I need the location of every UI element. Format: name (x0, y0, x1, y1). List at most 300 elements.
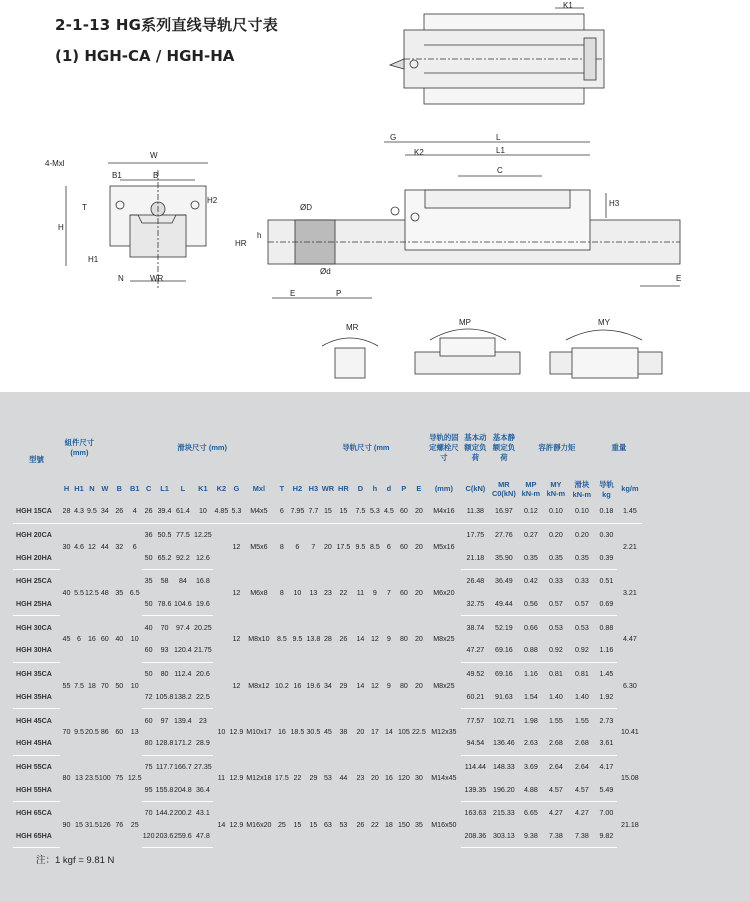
table-cell: 27.35 (194, 762, 212, 771)
table-cell: 208.36 (461, 825, 489, 848)
table-cell: 0.81 (548, 670, 563, 679)
table-cell: 0.18 (595, 500, 617, 523)
unit-header: H1 (74, 484, 84, 493)
table-cell: 26.48 (466, 577, 485, 586)
table-cell: 75 (115, 774, 124, 783)
table-cell: M8x12 (248, 681, 270, 690)
table-cell: 9.5 (355, 542, 366, 551)
spec-table (13, 418, 642, 848)
table-cell: 76 (115, 820, 124, 829)
table-cell: M8x10 (248, 635, 270, 644)
table-cell: M14x45 (431, 774, 457, 783)
unit-header: d (386, 484, 392, 493)
unit-header: 导轨 kg (598, 479, 614, 499)
table-cell: 0.88 (518, 639, 543, 662)
unit-header: L1 (160, 484, 169, 493)
page-subtitle: (1) HGH-CA / HGH-HA (55, 47, 235, 65)
table-cell: 38.74 (466, 623, 485, 632)
table-cell: 30 (62, 542, 71, 551)
table-cell: 2.63 (518, 732, 543, 755)
table-cell: 60 (144, 716, 153, 725)
table-cell: 80 (62, 774, 71, 783)
table-cell: 0.35 (568, 546, 595, 569)
table-cell: 20 (414, 635, 423, 644)
table-cell: 12 (370, 635, 379, 644)
table-cell: 4.47 (622, 635, 637, 644)
table-cell: 22 (370, 820, 379, 829)
col-rail: 导轨尺寸 (mm (342, 443, 390, 452)
table-row (13, 662, 642, 685)
table-cell: 0.92 (568, 639, 595, 662)
dim-e-left: E (290, 289, 296, 298)
table-cell: 4.57 (543, 778, 568, 801)
table-cell: 14 (356, 635, 365, 644)
table-cell: 84 (178, 577, 187, 586)
table-cell: 120 (142, 825, 156, 848)
dim-hr: HR (235, 239, 247, 248)
table-cell: 0.57 (543, 593, 568, 616)
table-cell: 28 (323, 635, 332, 644)
table-cell: 138.2 (173, 686, 192, 709)
table-cell: 13 (309, 588, 318, 597)
table-cell: 16.97 (489, 500, 518, 523)
table-cell: 2.68 (568, 732, 595, 755)
table-cell: 7.00 (599, 809, 614, 818)
table-cell: 4.5 (381, 500, 396, 523)
table-cell: M10x17 (246, 727, 272, 736)
table-cell: 12.9 (229, 727, 244, 736)
dim-h1: H1 (88, 255, 99, 264)
table-cell: 36 (144, 531, 153, 540)
unit-header: H (63, 484, 70, 493)
table-cell: 0.33 (574, 577, 589, 586)
table-cell: 7.5 (352, 500, 368, 523)
table-cell: 12.5 (85, 588, 99, 597)
technical-drawing (0, 0, 750, 392)
model-cell: HGH 65CA (16, 809, 52, 818)
table-cell: 35.90 (489, 546, 518, 569)
table-cell: 120.4 (173, 639, 192, 662)
table-cell: 17.5 (274, 774, 289, 783)
unit-header: E (416, 484, 422, 493)
table-cell: 26 (339, 635, 348, 644)
unit-header: MP kN-m (521, 479, 541, 498)
model-cell: HGH 55CA (16, 762, 52, 771)
table-cell: 136.46 (489, 732, 518, 755)
end-view (66, 163, 208, 290)
footnote: 注：1 kgf = 9.81 N (36, 855, 115, 866)
table-cell: 196.20 (489, 778, 518, 801)
table-cell: 10.41 (621, 727, 639, 736)
table-cell: 18.5 (290, 727, 305, 736)
table-cell: 200.2 (174, 809, 192, 818)
table-cell: 0.51 (599, 577, 614, 586)
table-cell: 7.5 (74, 681, 84, 690)
table-cell: 6.5 (129, 588, 140, 597)
table-cell: 10 (192, 500, 213, 523)
table-cell: 23 (356, 774, 365, 783)
table-cell: 1.16 (523, 670, 538, 679)
table-cell: 22 (339, 588, 348, 597)
table-cell: 1.55 (548, 716, 563, 725)
table-cell: 0.88 (599, 623, 614, 632)
table-cell: 36.49 (495, 577, 513, 586)
table-cell: 75 (144, 762, 153, 771)
table-cell: 26 (142, 500, 156, 523)
table-cell: 13.8 (306, 635, 321, 644)
col-block: 滑块尺寸 (mm) (177, 443, 227, 452)
table-row (13, 755, 642, 778)
table-cell: 15 (321, 500, 334, 523)
table-cell: 50.5 (157, 531, 172, 540)
table-cell: 34 (323, 681, 332, 690)
table-row (13, 801, 642, 824)
table-cell: 32 (115, 542, 124, 551)
table-cell: 26 (356, 820, 365, 829)
table-cell: 48 (100, 588, 109, 597)
table-cell: 6 (274, 500, 289, 523)
table-cell: 97 (160, 716, 169, 725)
table-cell: 0.53 (574, 623, 589, 632)
table-cell: 60 (100, 635, 109, 644)
table-cell: 34 (99, 500, 111, 523)
table-cell: 60 (142, 639, 156, 662)
table-cell: 7.7 (305, 500, 321, 523)
table-cell: 2.64 (548, 762, 563, 771)
table-cell: 12 (232, 635, 241, 644)
table-cell: 20.25 (194, 623, 212, 632)
table-cell: 50 (142, 546, 156, 569)
table-cell: 78.6 (156, 593, 174, 616)
table-row (13, 523, 642, 546)
table-cell: M5x16 (433, 542, 455, 551)
moment-icons (322, 329, 662, 378)
table-cell: 91.63 (489, 686, 518, 709)
table-cell: 0.33 (548, 577, 563, 586)
table-row (13, 616, 642, 639)
table-cell: 53 (339, 820, 348, 829)
table-cell: 0.20 (574, 531, 589, 540)
table-cell: 94.54 (461, 732, 489, 755)
unit-header: P (401, 484, 407, 493)
table-cell: 204.8 (173, 778, 192, 801)
table-cell: 23.5 (85, 774, 99, 783)
table-cell: 12.6 (192, 546, 213, 569)
table-cell: 15 (334, 500, 352, 523)
table-cell: 16 (293, 681, 302, 690)
dim-e-right: E (676, 274, 682, 283)
table-cell: 5.3 (368, 500, 381, 523)
table-cell: 102.71 (493, 716, 515, 725)
table-cell: 60 (396, 500, 411, 523)
table-cell: 19.6 (192, 593, 213, 616)
table-cell: 128.8 (156, 732, 174, 755)
table-cell: 16.8 (195, 577, 210, 586)
table-cell: 49.52 (466, 670, 485, 679)
table-cell: 18 (384, 820, 393, 829)
table-cell: 10 (293, 588, 302, 597)
table-cell: 20 (370, 774, 379, 783)
table-cell: 60 (399, 542, 408, 551)
model-cell: HGH 30HA (13, 639, 60, 662)
table-cell: 20 (414, 681, 423, 690)
page-title: 2-1-13 HG系列直线导轨尺寸表 (55, 16, 278, 34)
table-cell: 1.45 (617, 500, 642, 523)
unit-header: K1 (198, 484, 208, 493)
table-cell: 139.4 (174, 716, 192, 725)
table-cell: 45 (62, 635, 71, 644)
model-cell: HGH 45HA (13, 732, 60, 755)
unit-header: H3 (308, 484, 319, 493)
table-cell: 70 (62, 727, 71, 736)
table-cell: 148.33 (493, 762, 515, 771)
table-cell: 114.44 (464, 762, 486, 771)
table-cell: 9.82 (595, 825, 617, 848)
table-cell: 25 (277, 820, 286, 829)
table-cell: 4.3 (73, 500, 85, 523)
dim-d: Ød (320, 267, 331, 276)
table-cell: M12x18 (246, 774, 272, 783)
table-cell: 30 (414, 774, 423, 783)
table-cell: 1.92 (595, 686, 617, 709)
unit-header: H2 (292, 484, 303, 493)
table-cell: 12.9 (229, 774, 244, 783)
table-cell: 9.5 (292, 635, 303, 644)
table-cell: 5.3 (229, 500, 243, 523)
table-cell: 11 (217, 774, 226, 783)
table-cell (213, 570, 229, 616)
model-cell: HGH 25CA (16, 577, 52, 586)
table-cell: 6.30 (622, 681, 637, 690)
table-cell: 61.4 (173, 500, 192, 523)
table-cell: 22.5 (411, 727, 426, 736)
dim-k2: K2 (414, 148, 424, 157)
table-cell: 10 (130, 635, 139, 644)
dim-l1: L1 (496, 146, 505, 155)
table-cell: 14 (217, 820, 226, 829)
table-cell: 1.55 (574, 716, 589, 725)
table-cell: 77.5 (175, 531, 190, 540)
table-cell: 12.5 (127, 774, 142, 783)
dim-t: T (82, 203, 87, 212)
table-cell: 86 (100, 727, 109, 736)
table-cell: 17 (370, 727, 379, 736)
table-cell: 0.57 (568, 593, 595, 616)
table-cell: M16x20 (246, 820, 272, 829)
table-cell: 16 (87, 635, 96, 644)
table-cell: M6x20 (433, 588, 455, 597)
table-cell: 11.38 (461, 500, 489, 523)
table-cell: 20 (323, 542, 332, 551)
table-cell: 0.53 (548, 623, 563, 632)
table-cell: 8.5 (369, 542, 380, 551)
table-cell: 18 (87, 681, 96, 690)
label-mr: MR (346, 323, 359, 332)
table-cell: 23 (323, 588, 332, 597)
table-cell: 6 (295, 542, 300, 551)
table-row (13, 709, 642, 732)
table-cell: 60.21 (461, 686, 489, 709)
table-cell: 95 (142, 778, 156, 801)
unit-header: L (180, 484, 186, 493)
table-cell: 4.17 (599, 762, 614, 771)
table-cell: 15 (75, 820, 83, 829)
table-cell: 4.85 (213, 500, 229, 523)
table-cell: 3.69 (523, 762, 538, 771)
table-cell: 171.2 (173, 732, 192, 755)
table-cell: 6 (77, 635, 81, 644)
table-cell: 9.5 (74, 727, 84, 736)
unit-header: D (357, 484, 364, 493)
table-cell: 0.42 (523, 577, 538, 586)
table-cell: 6 (386, 542, 391, 551)
table-cell: 90 (62, 820, 71, 829)
table-cell: 0.35 (518, 546, 543, 569)
table-cell: 27.76 (495, 531, 513, 540)
table-cell: 7 (311, 542, 316, 551)
table-cell: 14 (384, 727, 393, 736)
table-cell: 9 (386, 635, 391, 644)
table-cell: 17.5 (336, 542, 351, 551)
table-cell: M12x35 (431, 727, 457, 736)
label-mp: MP (459, 318, 471, 327)
table-cell: 1.40 (543, 686, 568, 709)
table-cell: 3.61 (595, 732, 617, 755)
table-cell: 69.16 (489, 639, 518, 662)
table-cell: 15.08 (621, 774, 639, 783)
table-cell: 16 (384, 774, 393, 783)
table-cell: 28 (60, 500, 73, 523)
unit-header: C(kN) (465, 484, 486, 493)
table-cell: 105 (397, 727, 410, 736)
table-cell: 7.95 (289, 500, 305, 523)
table-cell: 0.92 (543, 639, 568, 662)
table-cell: 2.21 (622, 542, 637, 551)
table-cell: 20 (414, 588, 423, 597)
table-cell: 21.75 (192, 639, 213, 662)
table-cell: 40 (62, 588, 71, 597)
table-cell: 28.9 (192, 732, 213, 755)
unit-header: MR C0(kN) (491, 479, 516, 498)
table-cell: 0.69 (595, 593, 617, 616)
table-cell: 1.16 (595, 639, 617, 662)
table-cell: 163.63 (464, 809, 487, 818)
model-cell: HGH 35CA (16, 670, 52, 679)
dim-mxl: 4-Mxl (45, 159, 65, 168)
table-cell: 9.38 (518, 825, 543, 848)
col-weight: 重量 (611, 443, 627, 452)
table-cell: 6.65 (523, 809, 538, 818)
table-cell: 104.6 (173, 593, 192, 616)
unit-header: kg/m (621, 484, 639, 493)
model-cell: HGH 65HA (13, 825, 60, 848)
table-cell: 63 (323, 820, 332, 829)
table-cell: 112.4 (174, 670, 192, 679)
units-row (13, 477, 642, 500)
dim-h-small: h (257, 231, 262, 240)
table-cell: 2.64 (574, 762, 589, 771)
table-cell: 21.18 (621, 820, 639, 829)
table-cell (213, 523, 229, 569)
table-row (13, 570, 642, 593)
model-cell: HGH 35HA (13, 686, 60, 709)
table-cell: 38 (339, 727, 348, 736)
table-cell: 12 (87, 542, 96, 551)
dim-p: P (336, 289, 342, 298)
unit-header: N (89, 484, 95, 493)
model-cell: HGH 20CA (16, 531, 52, 540)
table-cell: 13 (130, 727, 139, 736)
table-cell: 2.73 (599, 716, 614, 725)
table-cell: 45 (323, 727, 332, 736)
dim-b1: B1 (112, 171, 122, 180)
model-cell: HGH 25HA (13, 593, 60, 616)
unit-header: G (233, 484, 240, 493)
dim-od: ØD (300, 203, 312, 212)
table-cell: 8.5 (276, 635, 287, 644)
table-cell: 166.7 (174, 762, 192, 771)
table-cell: 144.2 (155, 809, 174, 818)
model-cell: HGH 55HA (13, 778, 60, 801)
table-cell: 9.5 (85, 500, 99, 523)
unit-header: T (279, 484, 285, 493)
dim-h3: H3 (609, 199, 620, 208)
table-cell: 0.27 (523, 531, 538, 540)
table-cell: 11 (356, 588, 365, 597)
unit-header: WR (321, 484, 335, 493)
table-cell: 77.57 (466, 716, 485, 725)
table-cell: 50 (142, 593, 156, 616)
table-cell: 80 (399, 635, 408, 644)
table-cell: 0.81 (574, 670, 589, 679)
table-cell: 0.20 (548, 531, 563, 540)
table-cell: 15 (293, 820, 302, 829)
table-cell: 12 (232, 588, 241, 597)
model-cell: HGH 30CA (16, 623, 52, 632)
table-cell: 43.1 (195, 809, 210, 818)
unit-header: (mm) (434, 484, 453, 493)
model-cell: HGH 45CA (16, 716, 52, 725)
table-cell: M16x50 (431, 820, 457, 829)
table-cell: 50 (115, 681, 124, 690)
table-cell: 40 (115, 635, 124, 644)
table-cell: M8x25 (433, 681, 455, 690)
table-cell: 7.38 (543, 825, 568, 848)
table-cell: 44 (100, 542, 109, 551)
table-cell: 93 (156, 639, 174, 662)
table-cell: 22.5 (192, 686, 213, 709)
dim-n: N (118, 274, 124, 283)
col-stat: 基本静额定负荷 (492, 432, 515, 462)
table-cell: 12.9 (229, 820, 244, 829)
table-cell: 139.35 (461, 778, 489, 801)
table-cell: 100 (98, 774, 111, 783)
table-cell: 150 (397, 820, 410, 829)
table-cell: 20.5 (85, 727, 99, 736)
table-cell: 30.5 (306, 727, 321, 736)
table-cell: 5.5 (74, 588, 84, 597)
table-cell: 40 (144, 623, 153, 632)
spec-table-body (13, 500, 642, 848)
table-cell: 0.12 (518, 500, 543, 523)
table-cell: 20 (411, 500, 426, 523)
table-cell: 4 (128, 500, 142, 523)
table-cell: 9 (372, 588, 377, 597)
table-cell: 9 (386, 681, 391, 690)
table-cell: 126 (98, 820, 111, 829)
table-cell: 49.44 (489, 593, 518, 616)
table-cell: 20 (414, 542, 423, 551)
